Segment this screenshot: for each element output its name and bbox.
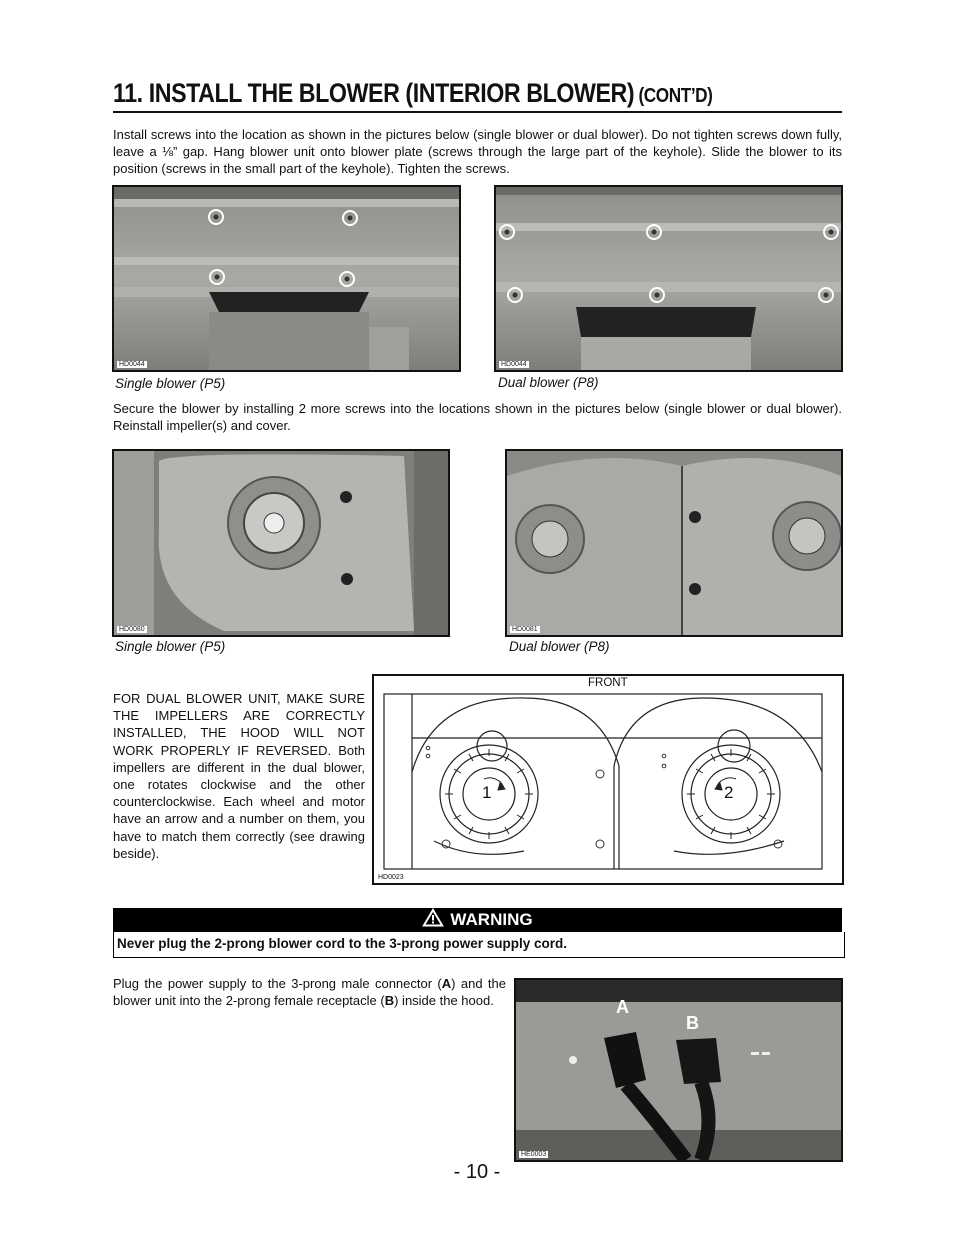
secure-paragraph: Secure the blower by installing 2 more screws into the locations shown in the pictures below (single blower or dual blower). Reinstall impeller(s) and cover. [113,401,842,433]
dual-blower-note: FOR DUAL BLOWER UNIT, MAKE SURE THE IMPELLERS ARE CORRECTLY INSTALLED, THE HOOD WILL NOT WORK PROPERLY IF REVERSED. Both impellers are different in the dual blower, one rotates clockwise and the other counterclockwise. Each wheel and motor have an arrow and a number on them, you have to match them correctly (see drawing beside). [113,691,365,861]
intro-paragraph: Install screws into the location as shown in the pictures below (single blower or dual blower). Do not tighten screws down fully, leave a ⅛” gap. Hang blower unit onto blower plate (screws through the large part of the keyhole). Slide the blower to its position (screws in the small part of the keyhole). Tighten the screws. [113,127,842,176]
label-b: B [686,1013,699,1033]
impeller-drawing [372,674,844,885]
photo-code: HD0044 [119,361,145,368]
warning-triangle-icon [422,908,444,932]
photo-dual-blower-plate [494,185,843,372]
wheel-number-2: 2 [724,783,734,802]
caption-dual-blower-2: Dual blower (P8) [509,639,610,654]
photo-code: HD0081 [512,626,538,633]
page-number: - 10 - [453,1161,501,1183]
warning-banner [113,908,842,932]
front-label: FRONT [588,677,628,689]
wheel-number-1: 1 [482,783,492,802]
photo-code: HE0003 [521,1151,547,1158]
caption-dual-blower: Dual blower (P8) [498,375,599,390]
photo-code: HD0044 [501,361,527,368]
label-a: A [616,997,629,1017]
caption-single-blower-2: Single blower (P5) [115,639,226,654]
photo-dual-blower-installed [505,449,843,637]
caption-single-blower: Single blower (P5) [115,376,226,391]
page-title: 11. INSTALL THE BLOWER (INTERIOR BLOWER) (CONT’D) [113,78,713,108]
plug-instructions: Plug the power supply to the 3-prong male connector (A) and the blower unit into the 2-prong female receptacle (B) inside the hood. [113,976,506,1009]
drawing-code: HD0023 [378,874,404,881]
photo-single-blower-installed [112,449,450,637]
title-rule [113,111,842,113]
photo-single-blower-plate [112,185,461,372]
photo-plug-connectors [514,978,843,1162]
warning-text: Never plug the 2-prong blower cord to the 3-prong power supply cord. [113,932,845,958]
photo-code: HD0080 [119,626,145,633]
warning-title: WARNING [450,910,533,929]
